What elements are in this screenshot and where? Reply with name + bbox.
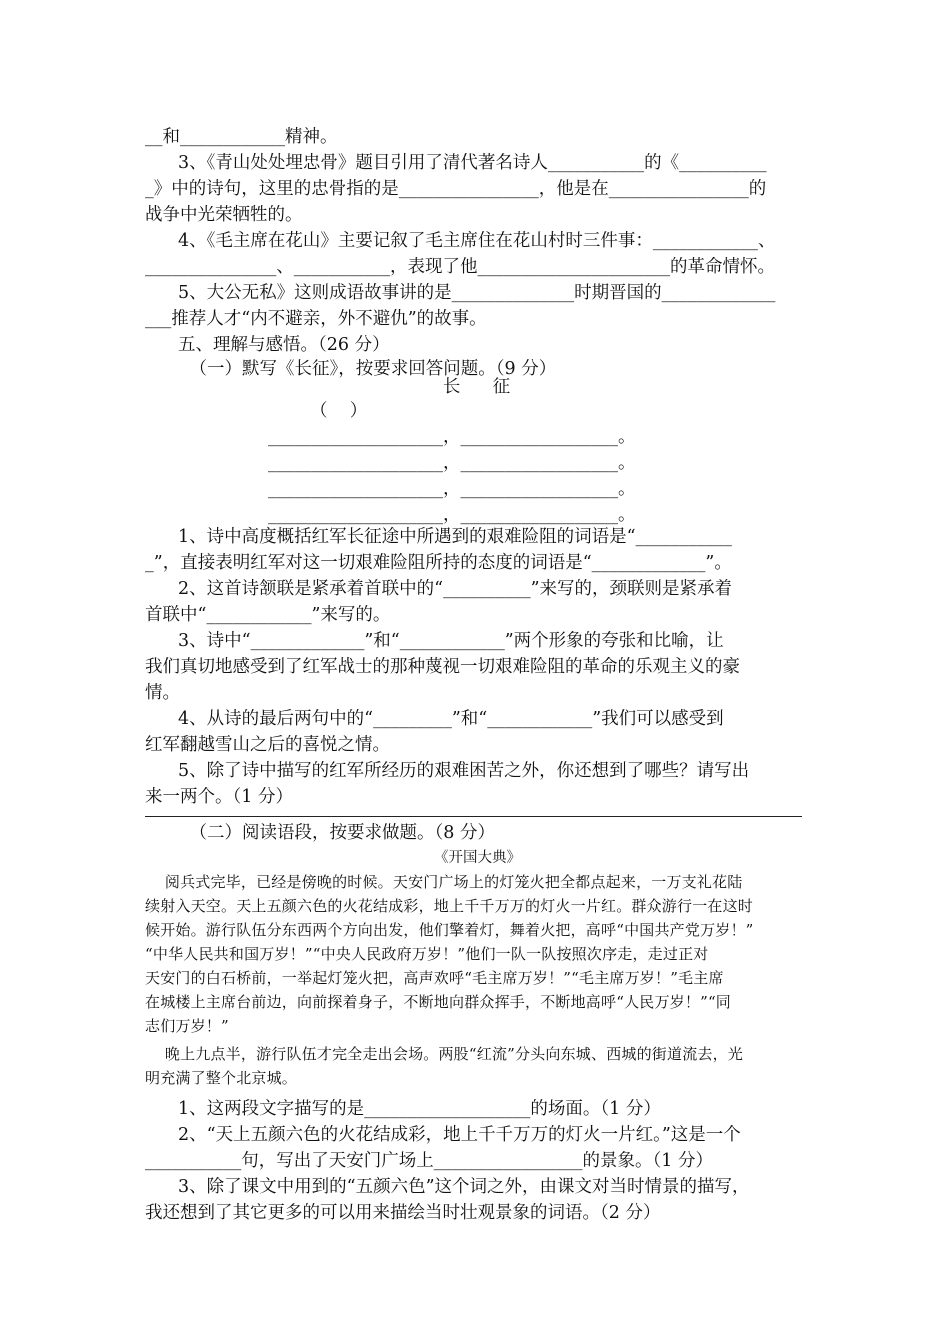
question-line: 我们真切地感受到了红军战士的那种蔑视一切艰难险阻的革命的乐观主义的豪 [145, 657, 740, 677]
poem-line-blank: ____________________，__________________。 [268, 453, 636, 473]
question-line: 1、这两段文字描写的是___________________的场面。（1 分） [178, 1099, 661, 1119]
text-line: _》中的诗句，这里的忠骨指的是________________，他是在________________的 [145, 179, 767, 199]
passage-line: 志们万岁！” [145, 1017, 229, 1035]
text-line: 4、《毛主席在花山》主要记叙了毛主席住在花山村时三件事：____________、 [178, 231, 776, 251]
question-line: 红军翻越雪山之后的喜悦之情。 [145, 735, 390, 755]
question-line: 3、诗中“_____________”和“____________”两个形象的夸张和比喻，让 [178, 631, 724, 651]
text-line: （一）默写《长征》，按要求回答问题。（9 分） [145, 359, 557, 379]
question-line: 情。 [145, 683, 180, 703]
passage-line: 阅兵式完毕，已经是傍晚的时候。天安门广场上的灯笼火把全都点起来，一万支礼花陆 [145, 873, 743, 891]
passage-line: 续射入天空。天上五颜六色的火花结成彩，地上千千万万的灯火一片红。群众游行一在这时 [145, 897, 754, 915]
passage-line: 明充满了整个北京城。 [145, 1069, 298, 1087]
question-line: ___________句，写出了天安门广场上_________________的景象。（1 分） [145, 1151, 713, 1171]
question-line: 2、这首诗颔联是紧承着首联中的“__________”来写的，颈联则是紧承着 [178, 579, 733, 599]
passage-line: “中华人民共和国万岁！”“中央人民政府万岁！”他们一队一队按照次序走，走过正对 [145, 945, 709, 963]
poem-title: 长 征 [442, 377, 513, 397]
question-line: 3、除了课文中用到的“五颜六色”这个词之外，由课文对当时情景的描写， [178, 1177, 750, 1197]
poem-line-blank: ____________________，__________________。 [268, 479, 636, 499]
question-line: 首联中“____________”来写的。 [145, 605, 391, 625]
question-line: 4、从诗的最后两句中的“_________”和“____________”我们可以感受到 [178, 709, 724, 729]
poem-author-blank: （ ） [310, 401, 368, 421]
text-line: __和____________精神。 [145, 127, 338, 147]
passage-title: 《开国大典》 [434, 850, 521, 866]
question-line: 2、“天上五颜六色的火花结成彩，地上千千万万的灯火一片红。”这是一个 [178, 1125, 741, 1145]
question-line: _”，直接表明红军对这一切艰难险阻所持的态度的词语是“_____________”。 [145, 553, 732, 573]
passage-line: 天安门的白石桥前，一举起灯笼火把，高声欢呼“毛主席万岁！”“毛主席万岁！”毛主席 [145, 969, 724, 987]
passage-line: 晚上九点半，游行队伍才完全走出会场。两股“红流”分头向东城、西城的街道流去，光 [145, 1045, 744, 1063]
text-line: _______________、___________，表现了他______________________的革命情怀。 [145, 257, 775, 277]
answer-line [145, 816, 802, 817]
passage-line: 候开始。游行队伍分东西两个方向出发，他们擎着灯，舞着火把，高呼“中国共产党万岁！” [145, 921, 754, 939]
poem-line-blank: ____________________，__________________。 [268, 505, 636, 525]
question-line: 我还想到了其它更多的可以用来描绘当时壮观景象的词语。（2 分） [145, 1203, 661, 1223]
text-line: 五、理解与感悟。（26 分） [178, 335, 390, 355]
passage-line: 在城楼上主席台前边，向前探着身子，不断地向群众挥手，不断地高呼“人民万岁！”“同 [145, 993, 732, 1011]
question-line: 1、诗中高度概括红军长征途中所遇到的艰难险阻的词语是“___________ [178, 527, 732, 547]
text-line: 战争中光荣牺牲的。 [145, 205, 303, 225]
question-line: 来一两个。（1 分） [145, 787, 293, 807]
text-line: 5、大公无私》这则成语故事讲的是______________时期晋国的_____________ [178, 283, 776, 303]
text-line: 3、《青山处处埋忠骨》题目引用了清代著名诗人___________的《__________ [178, 153, 767, 173]
section-heading: （二）阅读语段，按要求做题。（8 分） [145, 823, 495, 843]
poem-line-blank: ____________________，__________________。 [268, 427, 636, 447]
question-line: 5、除了诗中描写的红军所经历的艰难困苦之外，你还想到了哪些？请写出 [178, 761, 750, 781]
text-line: ___推荐人才“内不避亲，外不避仇”的故事。 [145, 309, 487, 329]
